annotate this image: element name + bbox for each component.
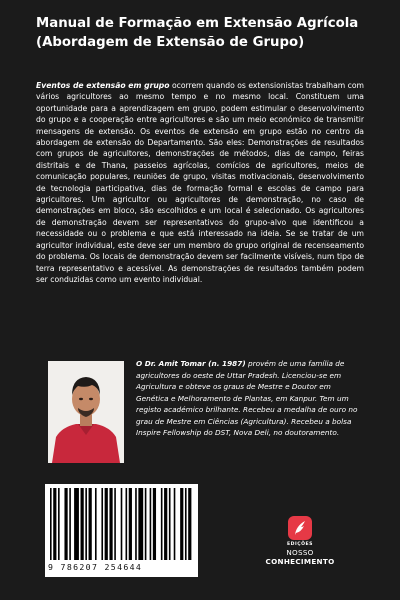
barcode-bar [105,488,108,560]
barcode-bars [50,488,193,560]
barcode-bar [188,488,191,560]
barcode-bar [150,488,152,560]
barcode-bar [145,488,147,560]
barcode-bar [114,488,116,560]
barcode-bar [161,488,163,560]
barcode-bar [129,488,132,560]
publisher-small-label: EDIÇÕES [287,542,313,547]
barcode-bar [185,488,187,560]
barcode-bar [95,488,97,560]
barcode-bar [169,488,171,560]
author-bio-text: provém de uma família de agricultores do oeste de Uttar Pradesh. Licenciou-se em Agricultura e obteve os graus de Mestre e Doutor em Genética e Melhoramento de Plantas, em Kanpur. Tem um registo académico brilhante. Recebeu a medalha de ouro no grau de Mestre em Ciências (Agricultura). Recebeu a bolsa Inspire Fellowship do DST, Nova Deli, no doutoramento. [136,359,358,437]
barcode-bar [180,488,183,560]
barcode-bar [81,488,84,560]
author-bio [136,358,363,439]
barcode-bar [74,488,79,560]
book-title: Manual de Formação em Extensão Agrícola (Abordagem de Extensão de Grupo) [36,16,359,50]
barcode-bar [64,488,67,560]
barcode-bar [109,488,112,560]
author-photo [48,361,124,463]
publisher-name-part2: CONHECIMENTO [265,557,335,566]
publisher-logo-icon [288,516,312,540]
barcode-bar [89,488,92,560]
barcode-bar [101,488,103,560]
description-lead: Eventos de extensão em grupo [36,81,170,90]
author-name: O Dr. Amit Tomar (n. 1987) [136,359,246,368]
publisher-name-part1: NOSSO [286,548,314,557]
barcode-bar [69,488,71,560]
barcode-bar [53,488,56,560]
barcode-bar [135,488,137,560]
isbn-number: 9 786207 254644 [48,562,143,572]
publisher-block [254,516,346,566]
barcode-bar [50,488,52,560]
description-text: ocorrem quando os extensionistas trabalham com vários agricultores ao mesmo tempo e no mesmo local. Constituem uma oportunidade para a aprendizagem em grupo, podem estimular o desenvolvimento do grupo e a cooperação entre agricultores e são um meio económico de transmitir mensagens de extensão. Os eventos de extensão em grupo estão no centro da abordagem de extensão do Departamento. São eles: Demonstrações de resultados com grupos de agricultores, demonstrações de métodos, dias de campo, feiras distritais e de Thana, passeios agrícolas, comícios de agricultores, meios de comunicação populares, reuniões de grupo, visitas motivacionais, desenvolvimento de tecnologia participativa, dias de formação formal e escolas de campo para agricultores. Um agricultor ou agricultores de demonstração, no caso de demonstrações em bloco, são escolhidos e um local é selecionado. Os agricultores de demonstração devem ser representativos do grupo-alvo que identificou a necessidade ou o problema e que está interessado na ideia. Se se tratar de um agricultor individual, este deve ser um membro do grupo original de recenseamento do problema. Os locais de demonstração devem ser facilmente visíveis, num tipo de terra representativo e acessível. As demonstrações de resultados também podem ser conduzidas como um evento individual. [36,81,364,284]
barcode-bar [121,488,123,560]
barcode-bar [138,488,143,560]
barcode-bar [58,488,60,560]
barcode [45,484,198,577]
barcode-bar [85,488,87,560]
barcode-bar [153,488,156,560]
barcode-bar [164,488,167,560]
barcode-bar [126,488,128,560]
publisher-name [254,548,346,566]
barcode-bar [174,488,176,560]
description-paragraph [36,80,364,285]
